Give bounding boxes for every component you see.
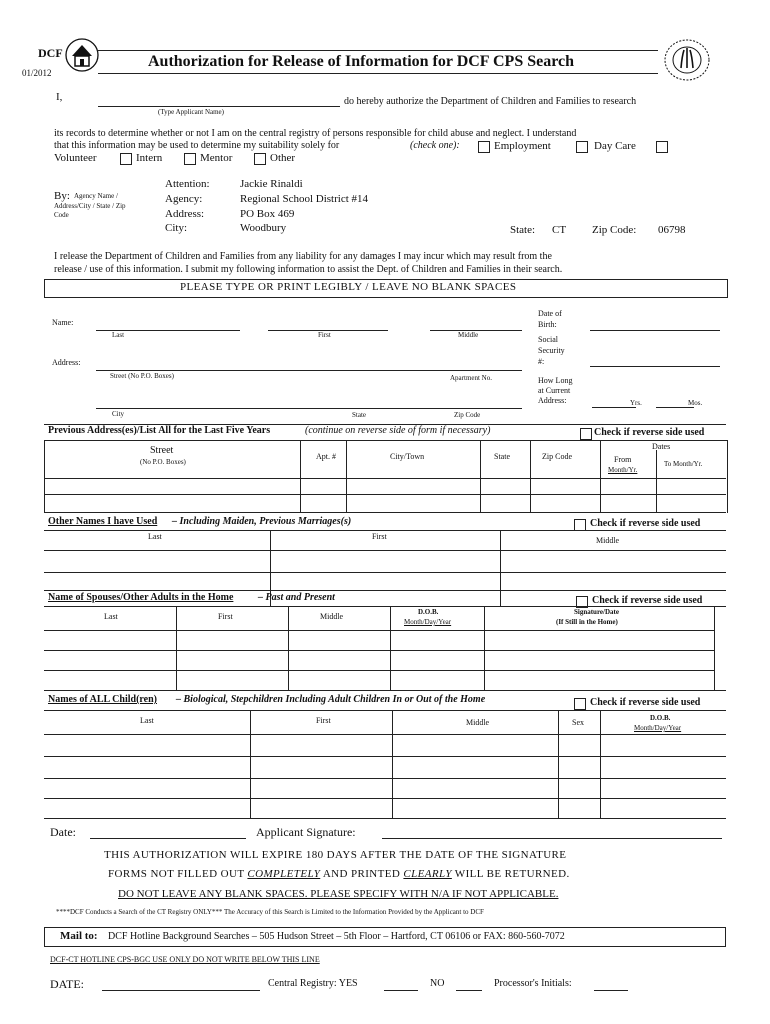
city-caption: City — [112, 410, 125, 418]
children-col-dob-sub: Month/Day/Year — [634, 724, 682, 732]
col-zip: Zip Code — [542, 452, 572, 461]
mentor-checkbox[interactable] — [254, 153, 266, 165]
office-date-field[interactable] — [102, 990, 260, 991]
children-bottom-rule — [44, 818, 726, 819]
spouses-col-dob-sub: Month/Day/Year — [404, 618, 452, 626]
children-heading: Names of ALL Child(ren) — [48, 694, 157, 705]
other-names-col-last: Last — [148, 532, 162, 541]
col-divider — [500, 530, 501, 606]
agency-value: Regional School District #14 — [240, 193, 369, 205]
zip-caption: Zip Code — [454, 411, 481, 419]
returned-notice — [108, 868, 570, 880]
day-care-label: Day Care — [594, 140, 636, 152]
title-underline — [98, 73, 658, 74]
registry-disclaimer: ****DCF Conducts a Search of the CT Registry ONLY*** The Accuracy of this Search is Limited to the Information Provided by the Applicant to DCF — [56, 908, 484, 916]
col-apt: Apt. # — [316, 452, 336, 461]
attention-label: Attention: — [165, 178, 210, 190]
col-divider — [346, 440, 347, 512]
col-divider — [250, 710, 251, 818]
spouses-col-dob: D.O.B. — [418, 608, 439, 616]
applicant-signature-field[interactable] — [382, 838, 722, 839]
agency-label: Agency: — [165, 193, 203, 205]
child-row[interactable] — [44, 734, 726, 735]
spouse-row[interactable] — [44, 650, 714, 651]
intro-line-3-prefix: that this information may be used to determine my suitability solely for — [54, 140, 340, 151]
form-date-code: 01/2012 — [22, 68, 52, 78]
middle-caption: Middle — [458, 331, 479, 339]
col-divider — [176, 606, 177, 690]
by-caption-3: Code — [54, 211, 69, 219]
check-one-label: (check one): — [410, 140, 460, 151]
by-label: By: — [54, 190, 70, 202]
col-divider — [558, 710, 559, 818]
house-icon — [64, 38, 100, 72]
i-label: I, — [56, 91, 63, 103]
children-reverse-checkbox[interactable] — [574, 698, 586, 710]
employment-checkbox[interactable] — [478, 141, 490, 153]
col-divider — [390, 606, 391, 690]
spouses-heading: Name of Spouses/Other Adults in the Home — [48, 592, 234, 603]
col-state: State — [494, 452, 510, 461]
ssn-field[interactable] — [590, 366, 720, 367]
employment-label: Employment — [494, 140, 551, 152]
spouses-col-first: First — [218, 612, 233, 621]
spouses-check-label: Check if reverse side used — [592, 595, 703, 606]
day-care-checkbox[interactable] — [576, 141, 588, 153]
processor-initials-label: Processor's Initials: — [494, 978, 572, 989]
city-field[interactable] — [96, 408, 522, 409]
ssn-label-3: #: — [538, 357, 545, 366]
children-col-dob: D.O.B. — [650, 714, 671, 722]
spouses-header-rule — [44, 606, 726, 607]
registry-no-field[interactable] — [456, 990, 482, 991]
other-names-check-label: Check if reverse side used — [590, 518, 701, 529]
prev-address-reverse-checkbox[interactable] — [580, 428, 592, 440]
state-seal-icon — [662, 38, 712, 82]
spouses-col-last: Last — [104, 612, 118, 621]
prev-address-row[interactable] — [44, 478, 726, 479]
first-caption: First — [318, 331, 331, 339]
blank-spaces-notice: DO NOT LEAVE ANY BLANK SPACES. PLEASE SPECIFY WITH N/A IF NOT APPLICABLE. — [118, 888, 559, 900]
col-divider — [600, 710, 601, 818]
dob-field[interactable] — [590, 330, 720, 331]
address-label: Address: — [52, 358, 81, 367]
returned-part-c: AND PRINTED — [322, 868, 401, 880]
other-names-heading: Other Names I have Used — [48, 516, 158, 527]
col-divider — [288, 606, 289, 690]
volunteer-label: Volunteer — [54, 152, 97, 164]
by-caption-1: Agency Name / — [74, 192, 118, 200]
years-field[interactable] — [592, 407, 636, 408]
col-divider — [530, 440, 531, 512]
state-caption: State — [352, 411, 366, 419]
col-to: To Month/Yr. — [664, 460, 703, 468]
spouses-col-sig: Signature/Date — [574, 608, 619, 616]
date-label: Date: — [50, 825, 76, 839]
processor-initials-field[interactable] — [594, 990, 628, 991]
street-field[interactable] — [96, 370, 522, 371]
spouse-row[interactable] — [44, 670, 714, 671]
col-divider — [392, 710, 393, 818]
other-names-note: – Including Maiden, Previous Marriages(s) — [172, 516, 352, 527]
dob-label-1: Date of — [538, 309, 562, 318]
agency-address-label: Address: — [165, 208, 205, 220]
volunteer-checkbox[interactable] — [120, 153, 132, 165]
col-divider — [600, 440, 601, 512]
child-row[interactable] — [44, 756, 726, 757]
howlong-label-2: at Current — [538, 386, 571, 395]
office-date-label: DATE: — [50, 977, 84, 991]
last-caption: Last — [112, 331, 125, 339]
col-divider — [300, 440, 301, 512]
authorize-text: do hereby authorize the Department of Children and Families to research — [344, 96, 637, 107]
col-from-sub: Month/Yr. — [608, 466, 638, 474]
prev-address-note: (continue on reverse side of form if necessary) — [305, 425, 491, 436]
spouses-col-sig-sub: (If Still in the Home) — [556, 618, 618, 626]
spouses-top-rule — [44, 590, 726, 591]
applicant-name-caption: (Type Applicant Name) — [158, 108, 224, 116]
agency-zip-value: 06798 — [658, 224, 686, 236]
form-title: Authorization for Release of Information for DCF CPS Search — [148, 53, 575, 70]
howlong-label-3: Address: — [538, 396, 567, 405]
prev-address-row[interactable] — [44, 494, 726, 495]
returned-part-e: WILL BE RETURNED. — [454, 868, 570, 880]
prev-address-check-label: Check if reverse side used — [594, 427, 705, 438]
registry-yes-field[interactable] — [384, 990, 418, 991]
agency-city-label: City: — [165, 222, 188, 234]
registry-no-label: NO — [430, 978, 445, 989]
yrs-caption: Yrs. — [630, 399, 642, 407]
prev-address-table — [44, 440, 728, 513]
applicant-name-field[interactable] — [98, 106, 340, 107]
months-field[interactable] — [656, 407, 694, 408]
col-from: From — [614, 455, 632, 464]
apt-caption: Apartment No. — [450, 374, 492, 382]
agency-zip-label: Zip Code: — [592, 224, 637, 236]
howlong-label-1: How Long — [538, 376, 573, 385]
other-names-top-rule — [44, 512, 726, 513]
intern-checkbox[interactable] — [184, 153, 196, 165]
mentor-label: Mentor — [200, 152, 233, 164]
other-name-row[interactable] — [44, 572, 726, 573]
release-line-1: I release the Department of Children and Families from any liability for any damages I may incur which may result from the — [54, 251, 552, 262]
agency-state-value: CT — [552, 224, 567, 236]
children-col-sex: Sex — [572, 718, 584, 727]
agency-address-value: PO Box 469 — [240, 208, 295, 220]
children-col-last: Last — [140, 716, 154, 725]
child-row[interactable] — [44, 798, 726, 799]
name-label: Name: — [52, 318, 74, 327]
other-option-checkbox[interactable] — [656, 141, 668, 153]
release-line-2: release / use of this information. I submit my following information to assist the Dept. of Children and Families in their search. — [54, 264, 563, 275]
dob-label-2: Birth: — [538, 320, 557, 329]
mail-to-label: Mail to: — [60, 930, 98, 942]
col-street-sub: (No P.O. Boxes) — [140, 458, 186, 466]
col-divider — [714, 606, 715, 690]
col-divider — [480, 440, 481, 512]
central-registry-yes-label: Central Registry: YES — [268, 978, 358, 989]
children-top-rule — [44, 690, 726, 691]
date-field[interactable] — [90, 838, 246, 839]
office-use-line: DCF-CT HOTLINE CPS-BGC USE ONLY DO NOT WRITE BELOW THIS LINE — [50, 955, 320, 964]
spouses-col-middle: Middle — [320, 612, 344, 621]
children-header-rule — [44, 710, 726, 711]
returned-part-a: FORMS NOT FILLED OUT — [108, 868, 245, 880]
attention-value: Jackie Rinaldi — [240, 178, 303, 190]
print-legibly-banner: PLEASE TYPE OR PRINT LEGIBLY / LEAVE NO BLANK SPACES — [180, 281, 517, 293]
by-caption-2: Address/City / State / Zip — [54, 202, 126, 210]
other-name-row[interactable] — [44, 550, 726, 551]
other-names-col-first: First — [372, 532, 387, 541]
children-note: – Biological, Stepchildren Including Adult Children In or Out of the Home — [176, 694, 486, 705]
prev-address-heading: Previous Address(es)/List All for the Last Five Years — [48, 425, 271, 436]
dcf-logo — [34, 38, 100, 72]
children-col-middle: Middle — [466, 718, 490, 727]
street-caption: Street (No P.O. Boxes) — [110, 372, 174, 380]
agency-state-label: State: — [510, 224, 536, 236]
expire-notice: THIS AUTHORIZATION WILL EXPIRE 180 DAYS AFTER THE DATE OF THE SIGNATURE — [104, 849, 567, 861]
col-dates: Dates — [652, 442, 671, 451]
other-names-header-rule — [44, 530, 726, 531]
col-street: Street — [150, 445, 174, 456]
ssn-label-2: Security — [538, 346, 565, 355]
mail-to-address: DCF Hotline Background Searches – 505 Hudson Street – 5th Floor – Hartford, CT 06106 or FAX: 860-560-7072 — [108, 931, 565, 942]
dcf-logo-text: DCF — [38, 46, 63, 60]
returned-part-b: COMPLETELY — [247, 868, 321, 880]
spouse-row[interactable] — [44, 630, 714, 631]
ssn-label-1: Social — [538, 335, 558, 344]
mos-caption: Mos. — [688, 399, 703, 407]
children-check-label: Check if reverse side used — [590, 697, 701, 708]
other-label: Other — [270, 152, 296, 164]
title-line — [98, 50, 658, 51]
col-divider — [656, 450, 657, 512]
children-col-first: First — [316, 716, 331, 725]
col-divider — [484, 606, 485, 690]
spouses-note: – Past and Present — [258, 592, 335, 603]
agency-city-value: Woodbury — [240, 222, 287, 234]
intern-label: Intern — [136, 152, 163, 164]
col-city: City/Town — [390, 452, 425, 461]
applicant-signature-label: Applicant Signature: — [256, 825, 356, 839]
intro-line-2: its records to determine whether or not I am on the central registry of persons responsible for child abuse and neglect. I understand — [54, 128, 577, 139]
returned-part-d: CLEARLY — [403, 868, 452, 880]
other-names-col-middle: Middle — [596, 536, 620, 545]
child-row[interactable] — [44, 778, 726, 779]
